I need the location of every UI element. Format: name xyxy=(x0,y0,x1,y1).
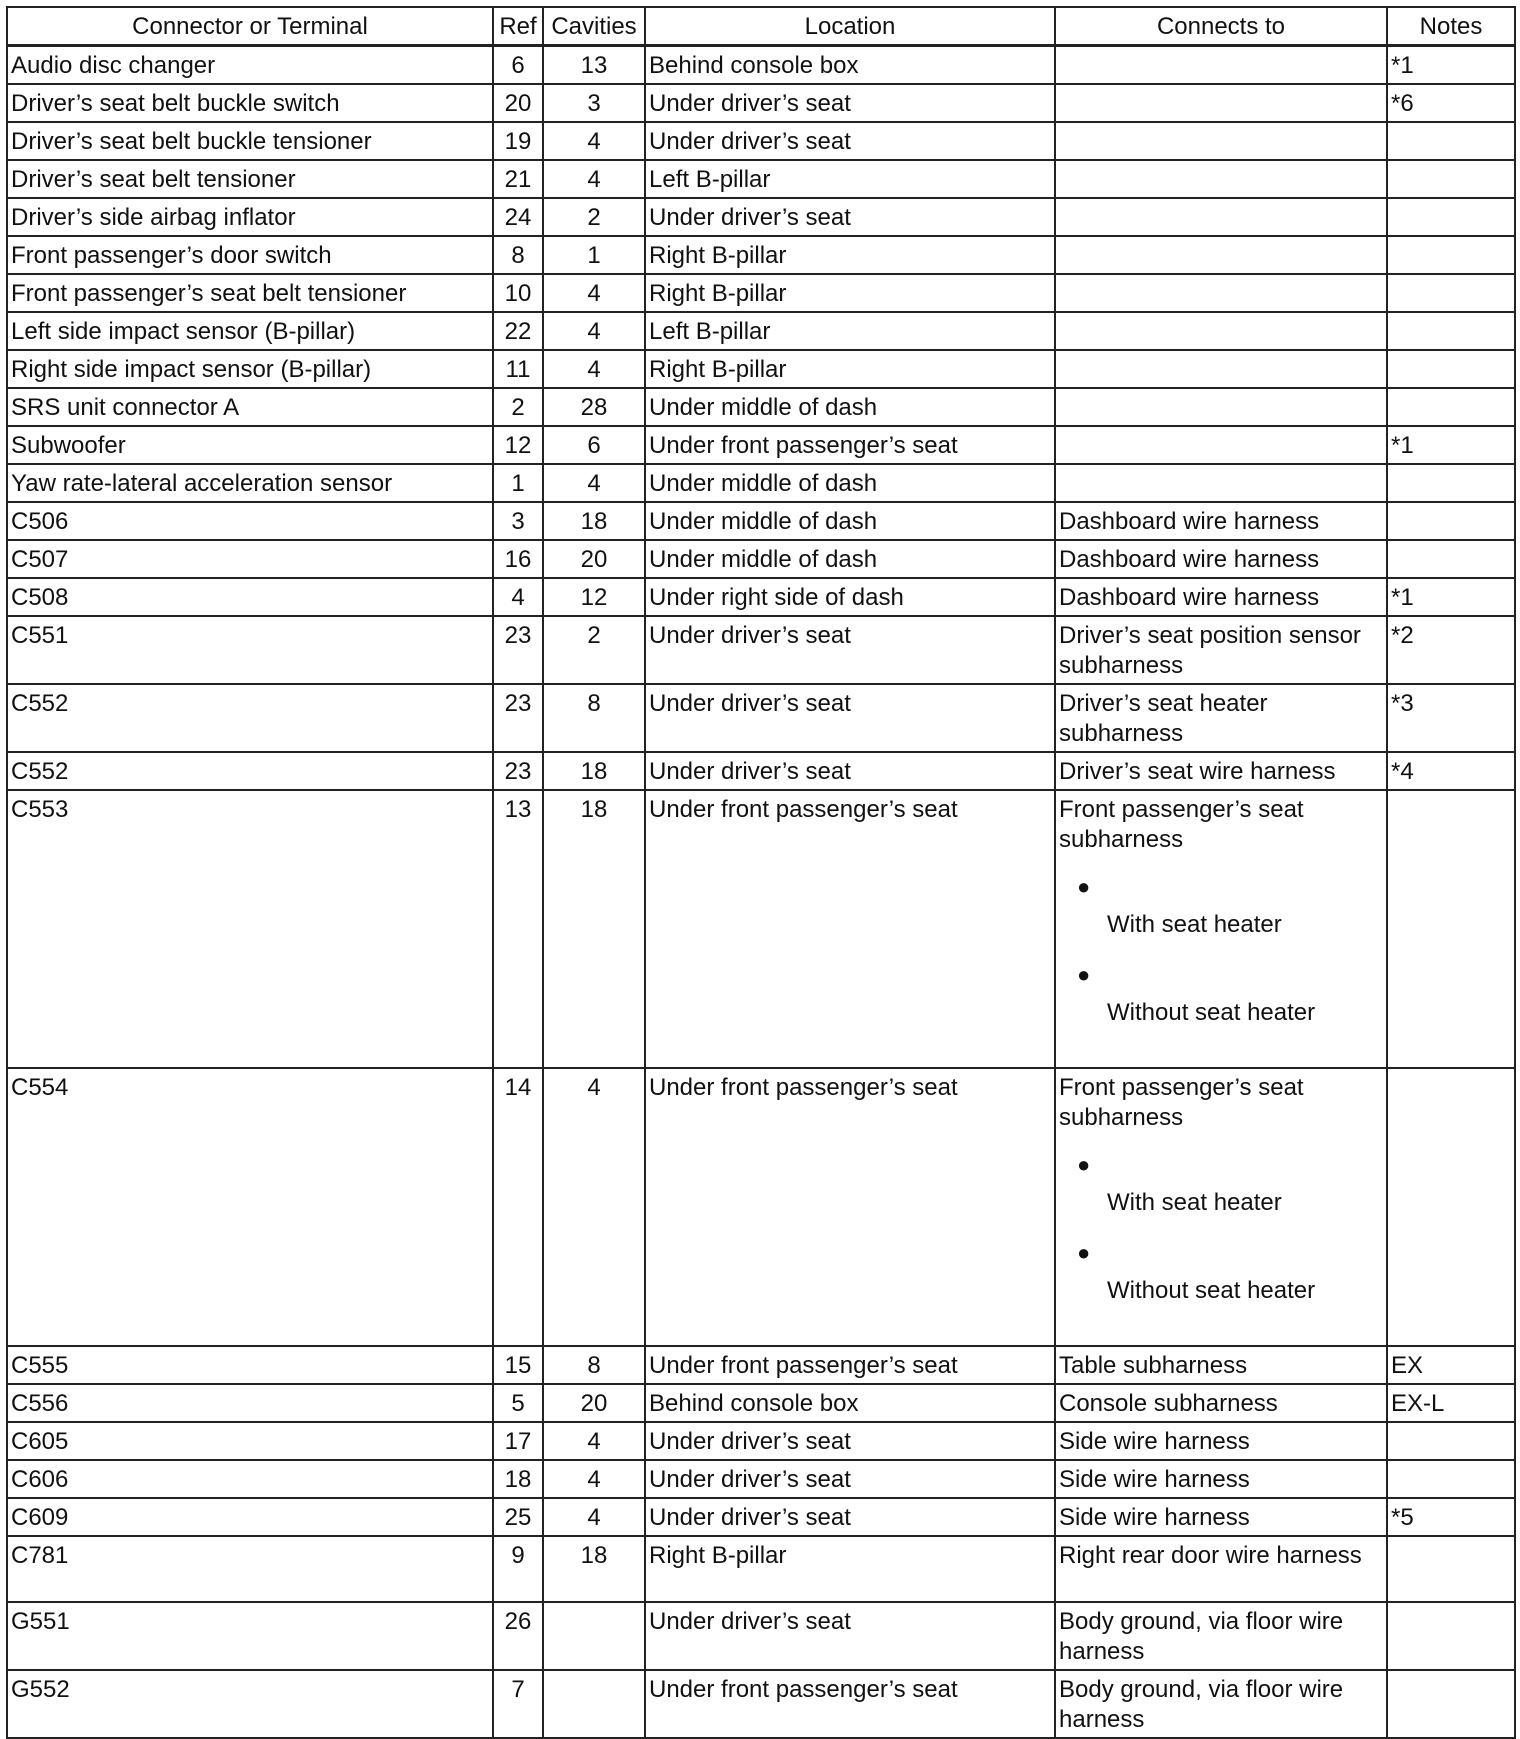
connects-to-text: Dashboard wire harness xyxy=(1059,508,1320,535)
cell-notes xyxy=(1387,1068,1515,1346)
cell-ref: 15 xyxy=(493,1346,543,1384)
table-row xyxy=(7,540,1515,578)
cell-connector: Driver’s seat belt buckle tensioner xyxy=(7,122,493,160)
cell-connector: C554 xyxy=(7,1068,493,1346)
cell-cavities: 4 xyxy=(543,464,645,502)
header-connects-to: Connects to xyxy=(1055,7,1387,46)
cell-connector: C508 xyxy=(7,578,493,616)
cell-connector: C507 xyxy=(7,540,493,578)
cell-connector: Right side impact sensor (B-pillar) xyxy=(7,350,493,388)
cell-cavities: 4 xyxy=(543,122,645,160)
cell-cavities: 4 xyxy=(543,350,645,388)
cell-connector: Front passenger’s door switch xyxy=(7,236,493,274)
cell-connects-to xyxy=(1055,426,1387,464)
cell-connector: Driver’s seat belt buckle switch xyxy=(7,84,493,122)
connects-to-text: Driver’s seat heater subharness xyxy=(1059,690,1268,747)
cell-ref: 17 xyxy=(493,1422,543,1460)
table-row xyxy=(7,350,1515,388)
cell-notes: *2 xyxy=(1387,616,1515,684)
cell-location: Under driver’s seat xyxy=(645,616,1055,684)
cell-location: Under front passenger’s seat xyxy=(645,1670,1055,1738)
cell-connects-to xyxy=(1055,464,1387,502)
cell-ref: 20 xyxy=(493,84,543,122)
table-row xyxy=(7,198,1515,236)
table-row xyxy=(7,46,1515,85)
table-row xyxy=(7,1460,1515,1498)
cell-ref: 13 xyxy=(493,790,543,1068)
header-ref: Ref xyxy=(493,7,543,46)
table-row xyxy=(7,684,1515,752)
connector-table xyxy=(6,6,1516,1739)
connects-to-text: Driver’s seat wire harness xyxy=(1059,758,1336,785)
cell-connector: Front passenger’s seat belt tensioner xyxy=(7,274,493,312)
cell-cavities: 4 xyxy=(543,274,645,312)
cell-cavities: 18 xyxy=(543,752,645,790)
cell-connects-to xyxy=(1055,752,1387,790)
cell-connects-to xyxy=(1055,312,1387,350)
table-row xyxy=(7,122,1515,160)
cell-connector: Left side impact sensor (B-pillar) xyxy=(7,312,493,350)
bullet-icon: ● xyxy=(1077,1240,1091,1265)
table-row xyxy=(7,84,1515,122)
connects-to-text: Side wire harness xyxy=(1059,1504,1250,1531)
cell-connects-to xyxy=(1055,1602,1387,1670)
table-row xyxy=(7,274,1515,312)
cell-location: Left B-pillar xyxy=(645,312,1055,350)
cell-connects-to xyxy=(1055,350,1387,388)
cell-connector: C555 xyxy=(7,1346,493,1384)
bullet-text: Without seat heater xyxy=(1107,1277,1316,1304)
table-row xyxy=(7,1536,1515,1602)
cell-notes xyxy=(1387,540,1515,578)
connects-to-text: Dashboard wire harness xyxy=(1059,584,1320,611)
header-cavities: Cavities xyxy=(543,7,645,46)
cell-ref: 9 xyxy=(493,1536,543,1602)
table-row xyxy=(7,578,1515,616)
cell-cavities: 8 xyxy=(543,1346,645,1384)
header-connector: Connector or Terminal xyxy=(7,7,493,46)
table-row xyxy=(7,790,1515,1068)
cell-notes: *1 xyxy=(1387,578,1515,616)
cell-cavities: 2 xyxy=(543,198,645,236)
cell-connector: Driver’s side airbag inflator xyxy=(7,198,493,236)
bullet-text: With seat heater xyxy=(1107,1189,1282,1216)
cell-location: Under front passenger’s seat xyxy=(645,426,1055,464)
header-location: Location xyxy=(645,7,1055,46)
cell-cavities: 4 xyxy=(543,312,645,350)
bullet-item xyxy=(1059,867,1383,943)
cell-cavities: 4 xyxy=(543,160,645,198)
table-row xyxy=(7,1068,1515,1346)
cell-cavities: 6 xyxy=(543,426,645,464)
connects-to-text: Dashboard wire harness xyxy=(1059,546,1320,573)
connects-to-text: Right rear door wire harness xyxy=(1059,1542,1362,1569)
cell-notes: *1 xyxy=(1387,46,1515,85)
cell-cavities: 20 xyxy=(543,540,645,578)
cell-connector: Yaw rate-lateral acceleration sensor xyxy=(7,464,493,502)
cell-location: Under driver’s seat xyxy=(645,1422,1055,1460)
cell-ref: 19 xyxy=(493,122,543,160)
cell-connects-to xyxy=(1055,540,1387,578)
cell-connects-to xyxy=(1055,684,1387,752)
cell-ref: 5 xyxy=(493,1384,543,1422)
connects-to-text: Side wire harness xyxy=(1059,1428,1250,1455)
bullet-item xyxy=(1059,955,1383,1031)
cell-ref: 12 xyxy=(493,426,543,464)
cell-cavities: 8 xyxy=(543,684,645,752)
cell-cavities: 18 xyxy=(543,790,645,1068)
cell-cavities: 18 xyxy=(543,502,645,540)
cell-connects-to xyxy=(1055,1536,1387,1602)
connects-to-text: Table subharness xyxy=(1059,1352,1248,1379)
cell-cavities: 4 xyxy=(543,1068,645,1346)
cell-ref: 25 xyxy=(493,1498,543,1536)
cell-location: Under driver’s seat xyxy=(645,1602,1055,1670)
cell-notes xyxy=(1387,1536,1515,1602)
cell-location: Behind console box xyxy=(645,46,1055,85)
cell-connects-to xyxy=(1055,160,1387,198)
cell-notes: *6 xyxy=(1387,84,1515,122)
bullet-text: Without seat heater xyxy=(1107,999,1316,1026)
cell-connector: Audio disc changer xyxy=(7,46,493,85)
cell-location: Under driver’s seat xyxy=(645,1498,1055,1536)
cell-ref: 4 xyxy=(493,578,543,616)
table-row xyxy=(7,502,1515,540)
cell-cavities: 13 xyxy=(543,46,645,85)
cell-location: Right B-pillar xyxy=(645,236,1055,274)
cell-connects-to xyxy=(1055,46,1387,85)
cell-location: Under middle of dash xyxy=(645,502,1055,540)
cell-ref: 21 xyxy=(493,160,543,198)
cell-notes: EX-L xyxy=(1387,1384,1515,1422)
table-row xyxy=(7,160,1515,198)
table-row xyxy=(7,1602,1515,1670)
cell-connector: C552 xyxy=(7,752,493,790)
cell-cavities xyxy=(543,1602,645,1670)
cell-location: Right B-pillar xyxy=(645,350,1055,388)
bullet-item xyxy=(1059,1233,1383,1309)
header-notes: Notes xyxy=(1387,7,1515,46)
cell-cavities: 3 xyxy=(543,84,645,122)
cell-notes: *4 xyxy=(1387,752,1515,790)
cell-location: Under driver’s seat xyxy=(645,198,1055,236)
cell-notes xyxy=(1387,464,1515,502)
cell-location: Right B-pillar xyxy=(645,274,1055,312)
cell-ref: 6 xyxy=(493,46,543,85)
cell-cavities xyxy=(543,1670,645,1738)
table-row xyxy=(7,1498,1515,1536)
cell-ref: 2 xyxy=(493,388,543,426)
cell-connector: SRS unit connector A xyxy=(7,388,493,426)
cell-notes xyxy=(1387,198,1515,236)
connects-to-text: Side wire harness xyxy=(1059,1466,1250,1493)
table-row xyxy=(7,616,1515,684)
cell-notes: *3 xyxy=(1387,684,1515,752)
cell-ref: 22 xyxy=(493,312,543,350)
table-body xyxy=(7,46,1515,1739)
cell-location: Under middle of dash xyxy=(645,388,1055,426)
cell-location: Right B-pillar xyxy=(645,1536,1055,1602)
cell-cavities: 1 xyxy=(543,236,645,274)
cell-ref: 23 xyxy=(493,616,543,684)
cell-connects-to xyxy=(1055,236,1387,274)
cell-location: Under middle of dash xyxy=(645,464,1055,502)
cell-location: Under driver’s seat xyxy=(645,684,1055,752)
cell-notes xyxy=(1387,312,1515,350)
cell-cavities: 2 xyxy=(543,616,645,684)
cell-notes: *1 xyxy=(1387,426,1515,464)
cell-ref: 16 xyxy=(493,540,543,578)
header-row xyxy=(7,7,1515,46)
cell-connector: C605 xyxy=(7,1422,493,1460)
cell-ref: 23 xyxy=(493,684,543,752)
cell-connector: Subwoofer xyxy=(7,426,493,464)
cell-connects-to xyxy=(1055,578,1387,616)
cell-notes xyxy=(1387,122,1515,160)
table-row xyxy=(7,1670,1515,1738)
cell-cavities: 4 xyxy=(543,1460,645,1498)
cell-connector: C552 xyxy=(7,684,493,752)
cell-connects-to xyxy=(1055,198,1387,236)
bullet-icon: ● xyxy=(1077,962,1091,987)
cell-ref: 24 xyxy=(493,198,543,236)
cell-connector: C553 xyxy=(7,790,493,1068)
connects-to-text: Body ground, via floor wire harness xyxy=(1059,1608,1344,1665)
cell-connector: C551 xyxy=(7,616,493,684)
table-row xyxy=(7,312,1515,350)
cell-location: Under front passenger’s seat xyxy=(645,790,1055,1068)
cell-connects-to xyxy=(1055,502,1387,540)
cell-connects-to xyxy=(1055,84,1387,122)
bullet-icon: ● xyxy=(1077,1152,1091,1177)
table-row xyxy=(7,1384,1515,1422)
cell-connector: C606 xyxy=(7,1460,493,1498)
cell-ref: 7 xyxy=(493,1670,543,1738)
cell-notes xyxy=(1387,350,1515,388)
cell-notes: EX xyxy=(1387,1346,1515,1384)
cell-cavities: 4 xyxy=(543,1498,645,1536)
cell-cavities: 20 xyxy=(543,1384,645,1422)
cell-cavities: 4 xyxy=(543,1422,645,1460)
cell-location: Under front passenger’s seat xyxy=(645,1346,1055,1384)
connects-to-text: Body ground, via floor wire harness xyxy=(1059,1676,1344,1733)
cell-cavities: 28 xyxy=(543,388,645,426)
cell-location: Behind console box xyxy=(645,1384,1055,1422)
cell-notes xyxy=(1387,790,1515,1068)
cell-connects-to xyxy=(1055,790,1387,1068)
cell-ref: 10 xyxy=(493,274,543,312)
bullet-item xyxy=(1059,1145,1383,1221)
cell-cavities: 18 xyxy=(543,1536,645,1602)
cell-connects-to xyxy=(1055,274,1387,312)
cell-notes xyxy=(1387,160,1515,198)
cell-connector: C556 xyxy=(7,1384,493,1422)
cell-location: Under driver’s seat xyxy=(645,1460,1055,1498)
table-row xyxy=(7,236,1515,274)
cell-ref: 1 xyxy=(493,464,543,502)
cell-connector: G551 xyxy=(7,1602,493,1670)
cell-location: Under driver’s seat xyxy=(645,84,1055,122)
cell-ref: 14 xyxy=(493,1068,543,1346)
cell-connector: G552 xyxy=(7,1670,493,1738)
cell-notes xyxy=(1387,1460,1515,1498)
connects-to-text: Front passenger’s seat subharness xyxy=(1059,1074,1304,1131)
table-row xyxy=(7,1346,1515,1384)
table-row xyxy=(7,464,1515,502)
cell-connects-to xyxy=(1055,1460,1387,1498)
cell-connects-to xyxy=(1055,1670,1387,1738)
cell-connector: C609 xyxy=(7,1498,493,1536)
cell-notes xyxy=(1387,274,1515,312)
cell-location: Under driver’s seat xyxy=(645,122,1055,160)
connects-to-text: Console subharness xyxy=(1059,1390,1278,1417)
cell-connector: Driver’s seat belt tensioner xyxy=(7,160,493,198)
connects-to-text: Driver’s seat position sensor subharness xyxy=(1059,622,1361,679)
cell-connects-to xyxy=(1055,1422,1387,1460)
cell-connects-to xyxy=(1055,1068,1387,1346)
cell-location: Under front passenger’s seat xyxy=(645,1068,1055,1346)
cell-notes xyxy=(1387,388,1515,426)
bullet-icon: ● xyxy=(1077,874,1091,899)
cell-notes xyxy=(1387,236,1515,274)
connects-to-text: Front passenger’s seat subharness xyxy=(1059,796,1304,853)
cell-ref: 11 xyxy=(493,350,543,388)
cell-connects-to xyxy=(1055,122,1387,160)
cell-connector: C506 xyxy=(7,502,493,540)
cell-connects-to xyxy=(1055,616,1387,684)
table-row xyxy=(7,426,1515,464)
cell-connects-to xyxy=(1055,1346,1387,1384)
cell-ref: 8 xyxy=(493,236,543,274)
cell-connector: C781 xyxy=(7,1536,493,1602)
table-row xyxy=(7,388,1515,426)
cell-cavities: 12 xyxy=(543,578,645,616)
cell-ref: 23 xyxy=(493,752,543,790)
cell-location: Under driver’s seat xyxy=(645,752,1055,790)
cell-connects-to xyxy=(1055,1384,1387,1422)
cell-notes xyxy=(1387,1670,1515,1738)
cell-location: Under right side of dash xyxy=(645,578,1055,616)
table-row xyxy=(7,752,1515,790)
cell-location: Under middle of dash xyxy=(645,540,1055,578)
cell-ref: 3 xyxy=(493,502,543,540)
cell-notes xyxy=(1387,1422,1515,1460)
cell-connects-to xyxy=(1055,1498,1387,1536)
cell-ref: 18 xyxy=(493,1460,543,1498)
cell-notes xyxy=(1387,502,1515,540)
cell-notes xyxy=(1387,1602,1515,1670)
cell-connects-to xyxy=(1055,388,1387,426)
table-row xyxy=(7,1422,1515,1460)
cell-location: Left B-pillar xyxy=(645,160,1055,198)
cell-ref: 26 xyxy=(493,1602,543,1670)
cell-notes: *5 xyxy=(1387,1498,1515,1536)
bullet-text: With seat heater xyxy=(1107,911,1282,938)
